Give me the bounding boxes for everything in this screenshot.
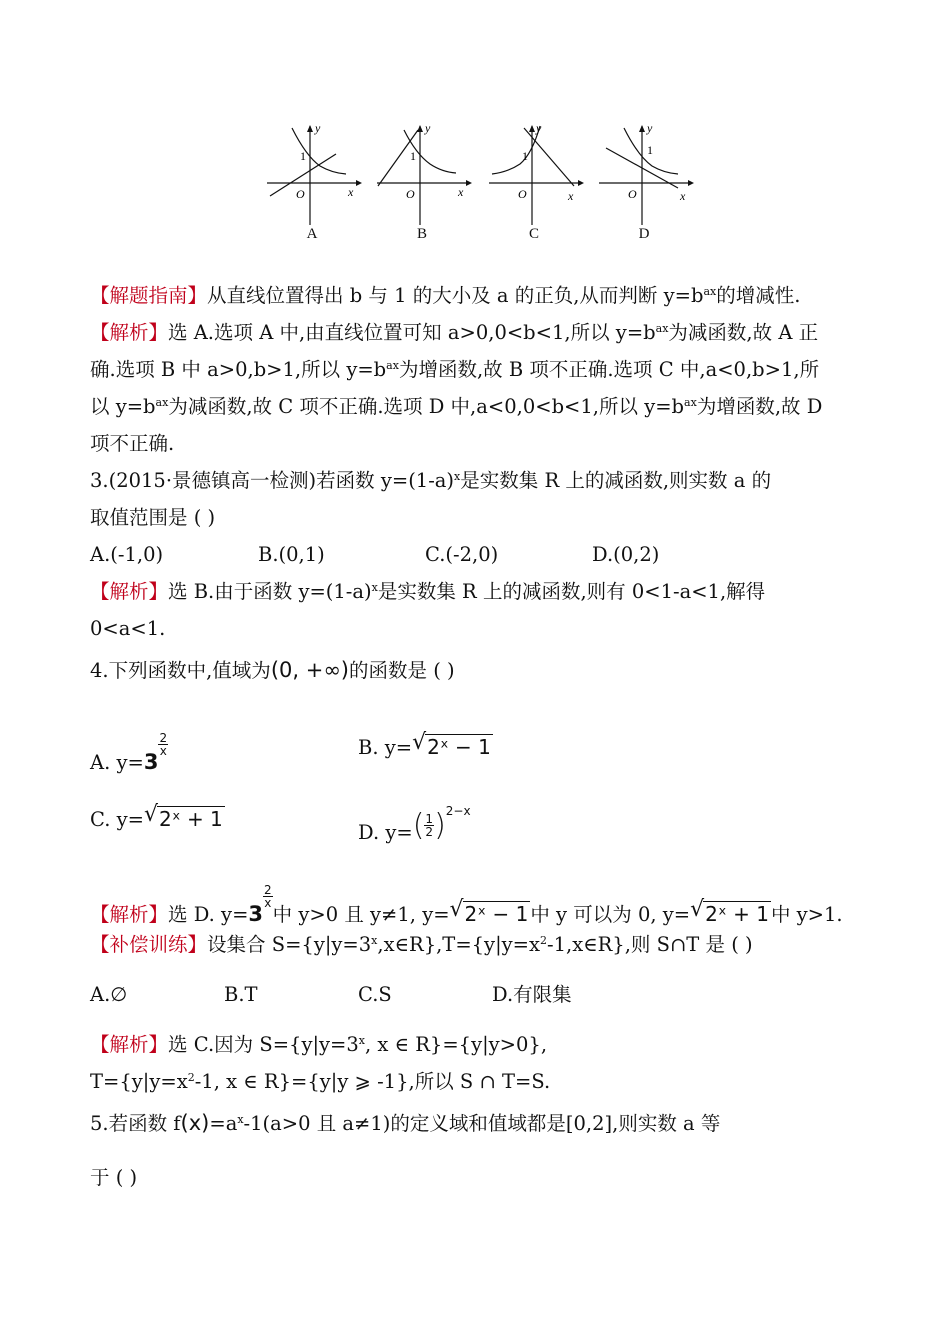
graph-a-label: A: [306, 226, 318, 242]
bonus-option-a: A.∅: [90, 983, 128, 1006]
q3-stem-line1: 3.(2015·景德镇高一检测)若函数 $y=(1-a)^x$是实数集 R 上的减函数,则实数 a 的: [90, 469, 772, 492]
graph-d-label: D: [638, 226, 650, 242]
bonus-option-b: B.T: [224, 983, 258, 1006]
graph-panel-c: [484, 120, 584, 245]
q2-analysis-line1: 【解析】选 A.选项 A 中,由直线位置可知 a>0,0<b<1,所以 $y=b^{ax}$为减函数,故 A 正: [90, 321, 819, 344]
bonus-analysis-line2: $T=\{y|y=x^2-1$, x ∈ R}={y|y ⩾ -1},所以 S ∩ T=S.: [90, 1070, 551, 1093]
graph-d-x-label: x: [680, 189, 686, 203]
q4-option-b: B. y= √ 2ˣ − 1: [358, 730, 491, 759]
q2-analysis-line2: 确.选项 B 中 a>0,b>1,所以 $y=b^{ax}$为增函数,故 B 项不正确.选项 C 中,a<0,b>1,所: [90, 358, 820, 381]
bonus-tag: 【补偿训练】: [90, 933, 208, 956]
graph-d-y-label: y: [647, 121, 653, 135]
graph-a-svg: [262, 120, 362, 225]
q3-option-c: C.(-2,0): [425, 543, 499, 566]
q4-stem: 4.下列函数中,值域为(0, +∞)的函数是 ( ): [90, 658, 455, 682]
graph-figure: [262, 120, 694, 250]
bonus-option-c: C.S: [358, 983, 392, 1006]
q4-analysis: 【解析】选 D. y=3 $\frac{2}{x}$ 中 y>0 且 y≠1, y= √ 2ˣ − 1 中 y 可以为 0, y= √ 2ˣ + 1 中 y>1.: [90, 883, 843, 926]
q5-fx: (x): [180, 1111, 210, 1135]
q3-analysis-tag: 【解析】: [90, 580, 169, 603]
bonus-analysis-line1: 【解析】选 C.因为 $S=\{y|y=3^x$, x ∈ R}={y|y>0},: [90, 1033, 548, 1056]
bonus-option-d: D.有限集: [492, 983, 572, 1006]
q4-analysis-tag: 【解析】: [90, 903, 169, 926]
graph-b-origin: O: [406, 187, 415, 201]
graph-b-tick: 1: [410, 149, 416, 163]
graph-b-svg: [372, 120, 472, 225]
graph-c-label: C: [528, 226, 539, 242]
graph-panel-b: [372, 120, 472, 245]
bonus-stem: 【补偿训练】设集合 $S=\{y|y=3^x,x\in R\},T=\{y|y=x^2-1,x\in R\}$,则 S∩T 是 ( ): [90, 933, 753, 956]
q4-options-row1: [90, 726, 870, 774]
graph-c-svg: [484, 120, 584, 225]
hint-line: 【解题指南】从直线位置得出 b 与 1 的大小及 a 的正负,从而判断 $y=b^{ax}$的增减性.: [90, 284, 801, 307]
graph-panel-d: [594, 120, 694, 245]
q4-option-d: D. y=( $\frac{1}{2}$ )$^{2-x}$: [358, 804, 471, 844]
q3-option-b: B.(0,1): [258, 543, 325, 566]
graph-c-y-label: y: [536, 121, 542, 135]
q3-analysis-line2: 0<a<1.: [90, 617, 166, 640]
graph-panel-a: [262, 120, 362, 245]
graph-c-tick: 1: [522, 149, 528, 163]
q4-option-a-exponent: $\frac{2}{x}$: [159, 731, 168, 758]
q4-range: (0, +∞): [270, 658, 349, 682]
graph-c-x-label: x: [568, 189, 574, 203]
graph-b-y-label: y: [425, 121, 431, 135]
graph-a-origin: O: [296, 187, 305, 201]
q2-analysis-tag: 【解析】: [90, 321, 169, 344]
q4-option-a: A. y=3 $\frac{2}{x}$: [90, 731, 168, 774]
graph-b-x-label: x: [458, 185, 464, 199]
q3-option-a: A.(-1,0): [90, 543, 164, 566]
q5-stem-line1: 5.若函数 $f(x)=a^x-1(a>0$ 且 a≠1)的定义域和值域都是[0,2],则实数 a 等: [90, 1111, 721, 1135]
graph-d-origin: O: [628, 187, 637, 201]
q5-stem-line2: 于 ( ): [90, 1166, 138, 1189]
hint-tag: 【解题指南】: [90, 284, 208, 307]
q3-analysis-line1: 【解析】选 B.由于函数 $y=(1-a)^x$是实数集 R 上的减函数,则有 0<1-a<1,解得: [90, 580, 766, 603]
q2-analysis-line3: 以 $y=b^{ax}$为减函数,故 C 项不正确.选项 D 中,a<0,0<b<1,所以 $y=b^{ax}$为增函数,故 D: [90, 395, 823, 418]
graph-b-label: B: [416, 226, 427, 242]
bonus-analysis-tag: 【解析】: [90, 1033, 169, 1056]
graph-a-tick: 1: [300, 149, 306, 163]
graph-d-tick: 1: [647, 143, 653, 157]
q4-option-d-half: $\frac{1}{2}$: [425, 812, 434, 839]
graph-c-origin: O: [518, 187, 527, 201]
q3-stem-line2: 取值范围是 ( ): [90, 506, 216, 529]
q3-option-d: D.(0,2): [592, 543, 660, 566]
graph-d-svg: [594, 120, 694, 225]
graph-a-x-label: x: [348, 185, 354, 199]
q2-analysis-line4: 项不正确.: [90, 432, 175, 455]
q4-options-row2: [90, 796, 870, 844]
q4-option-c: C. y= √ 2ˣ + 1: [90, 802, 223, 831]
graph-a-y-label: y: [315, 121, 321, 135]
